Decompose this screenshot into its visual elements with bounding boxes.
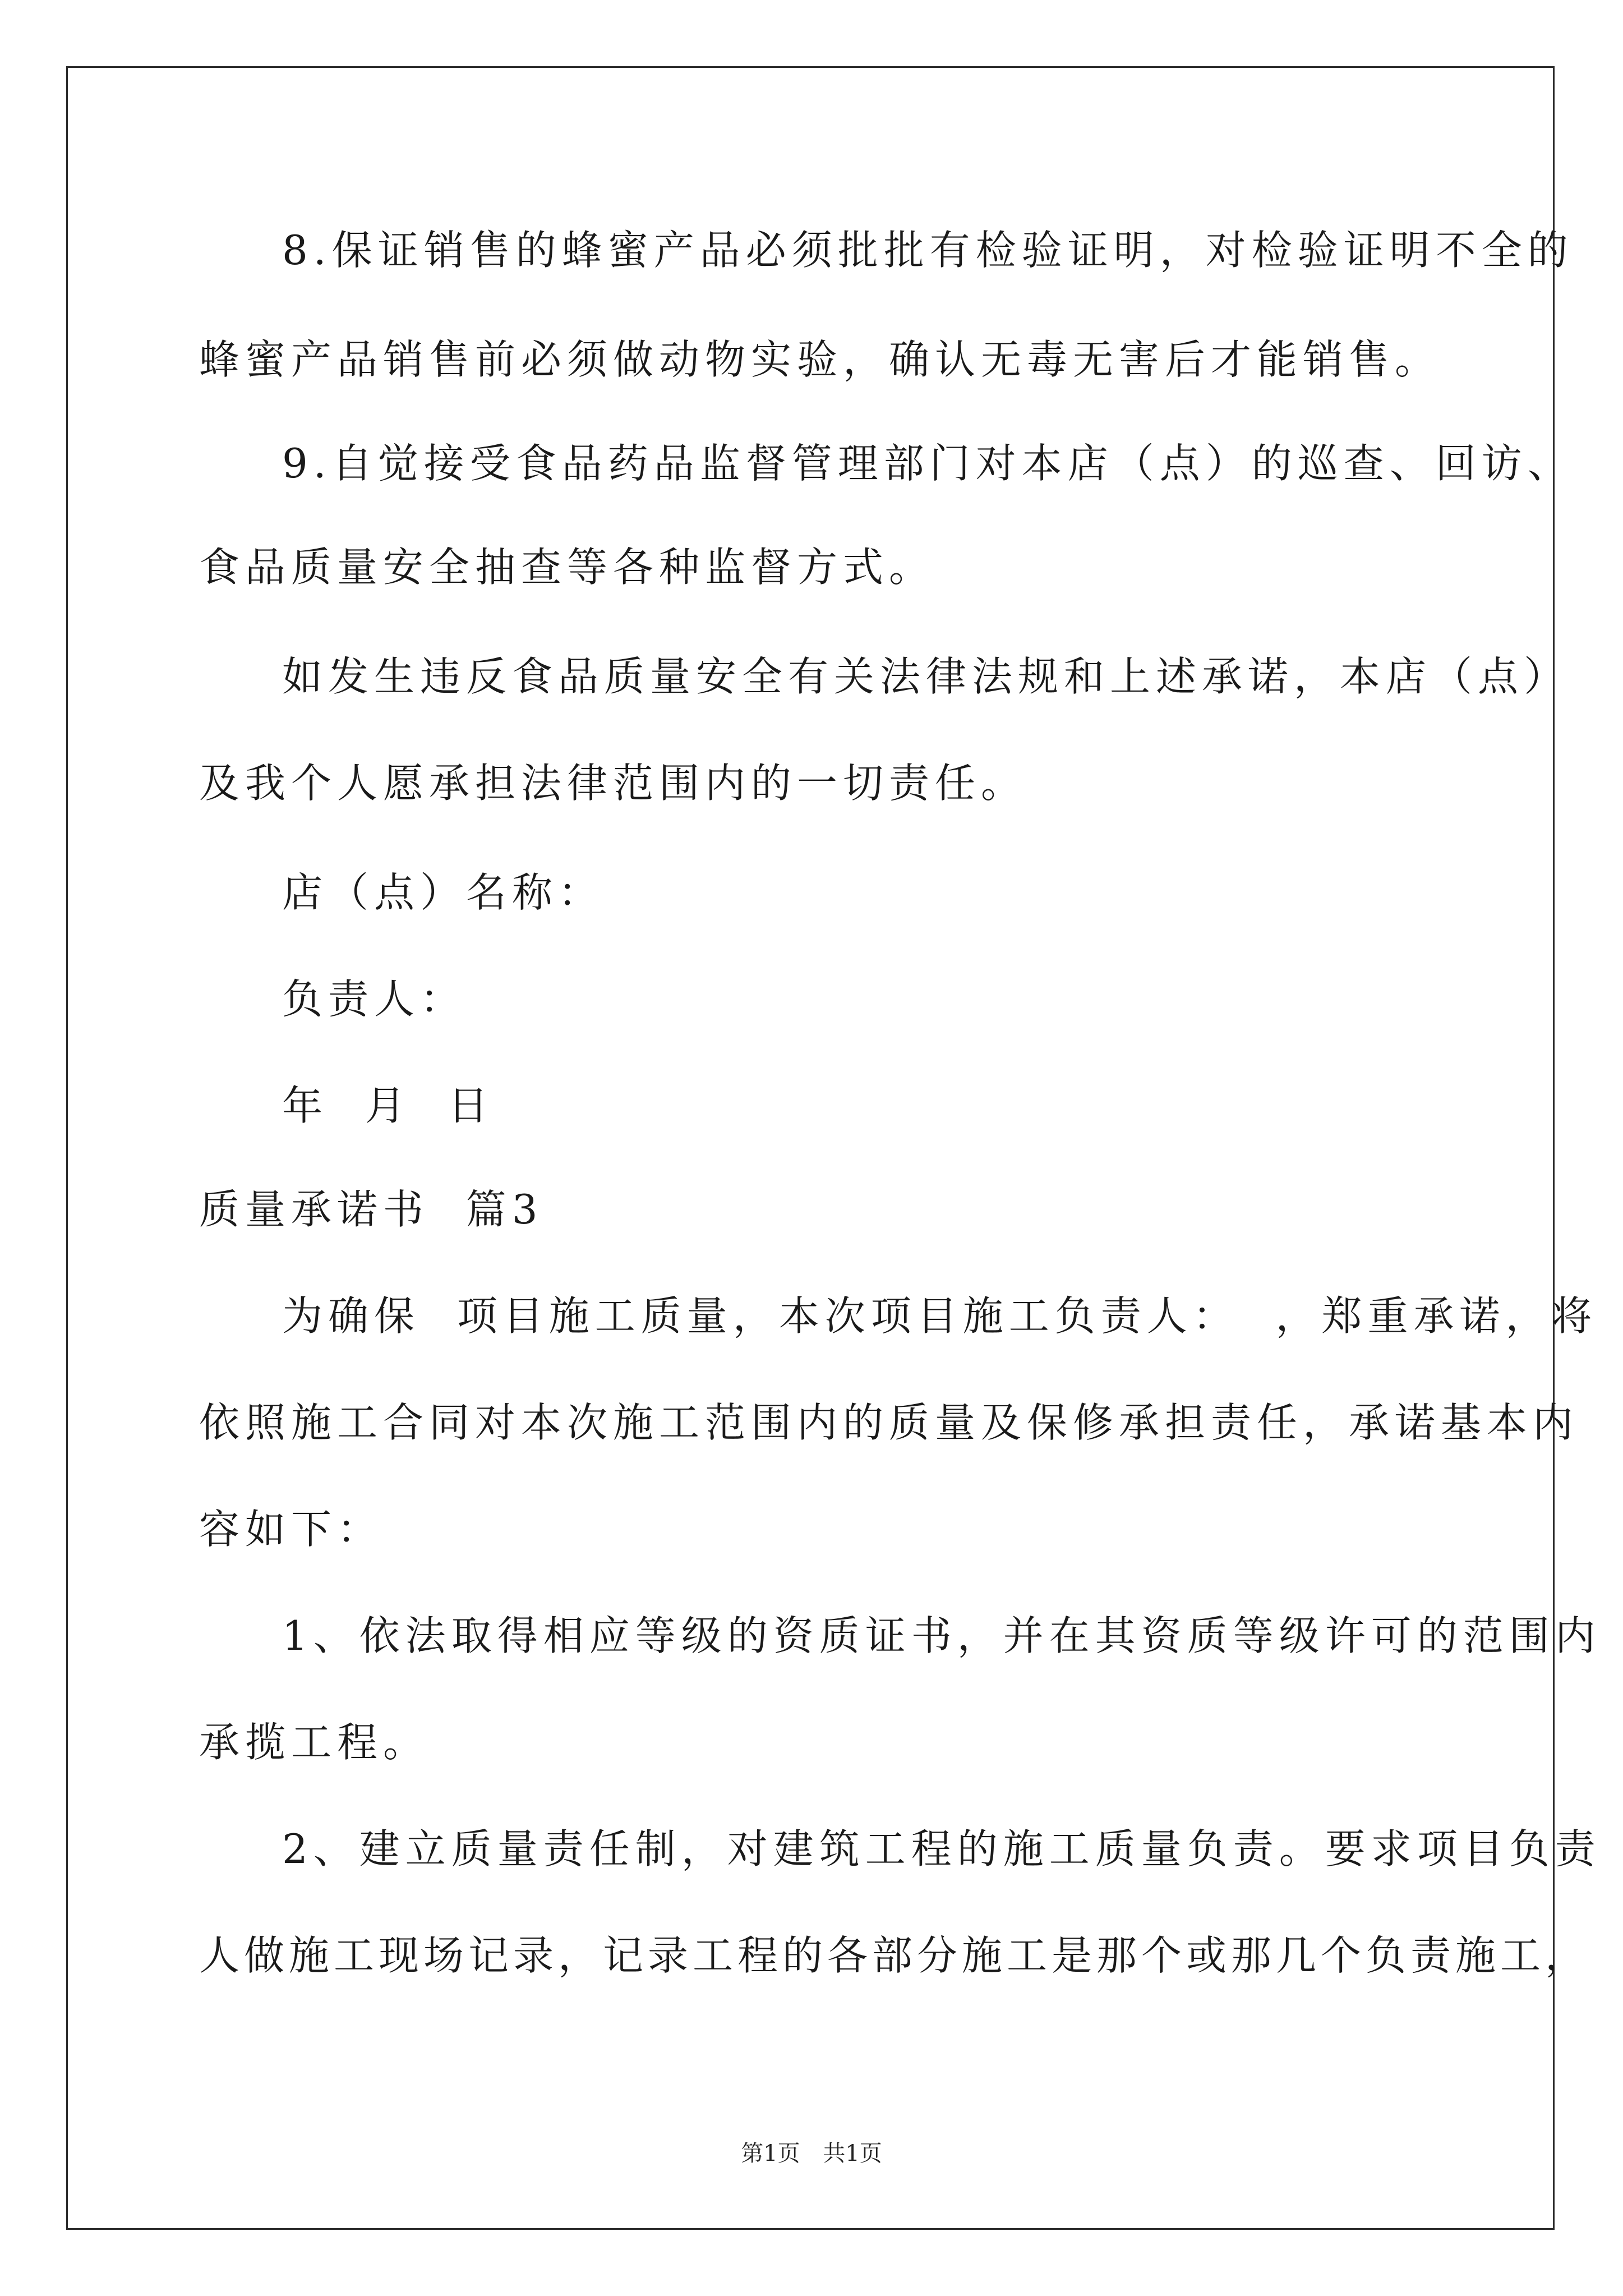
signature-field-responsible: 负责人：: [282, 976, 467, 1023]
page-border: [66, 66, 1555, 2230]
signature-field-date: 年 月 日: [282, 1082, 494, 1129]
paragraph-line: 2、建立质量责任制，对建筑工程的施工质量负责。要求项目负责: [282, 1825, 1601, 1872]
paragraph-line: 蜂蜜产品销售前必须做动物实验，确认无毒无害后才能销售。: [199, 336, 1441, 383]
paragraph-line: 如发生违反食品质量安全有关法律法规和上述承诺，本店（点）: [282, 653, 1570, 700]
paragraph-line: 依照施工合同对本次施工范围内的质量及保修承担责任，承诺基本内: [199, 1399, 1579, 1446]
page-total: 共1页: [823, 2141, 882, 2166]
paragraph-line: 食品质量安全抽查等各种监督方式。: [199, 544, 935, 591]
paragraph-line: 9.自觉接受食品药品监督管理部门对本店（点）的巡查、回访、: [282, 440, 1574, 487]
paragraph-line: 人做施工现场记录，记录工程的各部分施工是那个或那几个负责施工，: [199, 1932, 1590, 1979]
page-number: 第1页: [741, 2141, 800, 2166]
paragraph-line: 承揽工程。: [199, 1719, 430, 1766]
section-heading: 质量承诺书 篇3: [199, 1186, 543, 1233]
paragraph-line: 8.保证销售的蜂蜜产品必须批批有检验证明，对检验证明不全的: [282, 227, 1574, 274]
paragraph-line: 为确保 项目施工质量，本次项目施工负责人： ，郑重承诺，将: [282, 1292, 1598, 1340]
paragraph-line: 1、依法取得相应等级的资质证书，并在其资质等级许可的范围内: [282, 1612, 1601, 1659]
signature-field-shop-name: 店（点）名称：: [282, 869, 605, 916]
paragraph-line: 及我个人愿承担法律范围内的一切责任。: [199, 760, 1027, 807]
paragraph-line: 容如下：: [199, 1506, 384, 1553]
page-footer: [0, 2136, 1623, 2168]
